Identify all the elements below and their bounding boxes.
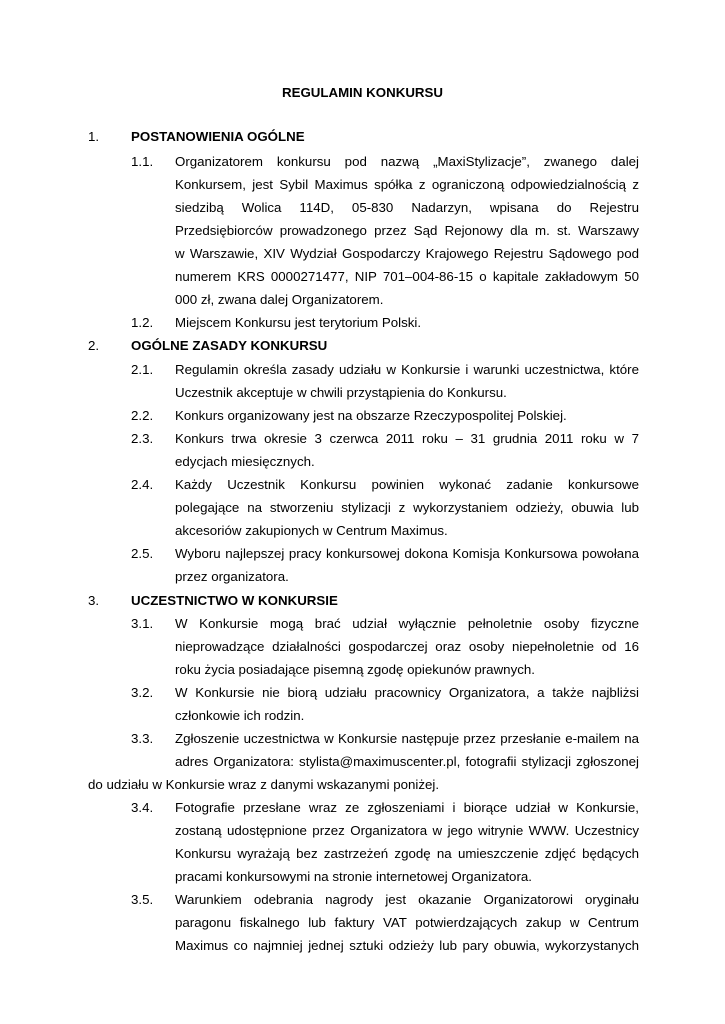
text-line: nieprowadzące działalności gospodarczej oraz osoby niepełnoletnie od 16	[175, 639, 639, 654]
item-text	[175, 358, 639, 404]
text-line: Konkursem, jest Sybil Maximus spółka z ograniczoną odpowiedzialnością z	[175, 177, 639, 192]
text-line: przez organizatora.	[175, 569, 289, 584]
text-line: Konkursu wyrażają bez zastrzeżeń zgodę na umieszczenie zdjęć będących	[175, 846, 639, 861]
item-text	[175, 681, 639, 727]
text-line: edycjach miesięcznych.	[175, 454, 315, 469]
item-text	[175, 542, 639, 588]
text-line: Każdy Uczestnik Konkursu powinien wykonać zadanie konkursowe	[175, 477, 639, 492]
item-number: 3.4.	[131, 800, 154, 815]
section-title: POSTANOWIENIA OGÓLNE	[131, 129, 305, 144]
text-line: Przedsiębiorców prowadzonego przez Sąd Rejonowy dla m. st. Warszawy	[175, 223, 639, 238]
text-line: W Konkursie nie biorą udziału pracownicy Organizatora, a także najbliżsi	[175, 685, 639, 700]
item-text	[175, 311, 639, 334]
text-line: Regulamin określa zasady udziału w Konkursie i warunki uczestnictwa, które	[175, 362, 639, 377]
section-title: UCZESTNICTWO W KONKURSIE	[131, 593, 338, 608]
item-text	[175, 727, 639, 773]
item-number: 3.2.	[131, 685, 154, 700]
text-line: siedzibą Wolica 114D, 05-830 Nadarzyn, wpisana do Rejestru	[175, 200, 639, 215]
item-number: 2.3.	[131, 431, 154, 446]
text-line: adres Organizatora: stylista@maximuscenter.pl, fotografii stylizacji zgłoszonej	[175, 754, 639, 769]
section-title: OGÓLNE ZASADY KONKURSU	[131, 338, 328, 353]
text-line: W Konkursie mogą brać udział wyłącznie pełnoletnie osoby fizyczne	[175, 616, 639, 631]
text-line: Maximus co najmniej jednej sztuki odzieży lub pary obuwia, wykorzystanych	[175, 938, 639, 953]
text-line: członkowie ich rodzin.	[175, 708, 305, 723]
text-line: polegające na stworzeniu stylizacji z wykorzystaniem odzieży, obuwia lub	[175, 500, 639, 515]
section-number: 2.	[88, 338, 100, 353]
item-number: 1.2.	[131, 315, 154, 330]
text-line-continuation: do udziału w Konkursie wraz z danymi wskazanymi poniżej.	[88, 777, 440, 792]
item-number: 3.1.	[131, 616, 154, 631]
item-number: 2.5.	[131, 546, 154, 561]
text-line: roku życia posiadające pisemną zgodę opiekunów prawnych.	[175, 662, 535, 677]
text-line: w Warszawie, XIV Wydział Gospodarczy Krajowego Rejestru Sądowego pod	[175, 246, 639, 261]
text-line: pracami konkursowymi na stronie internetowej Organizatora.	[175, 869, 532, 884]
item-number: 3.3.	[131, 731, 154, 746]
item-number: 2.2.	[131, 408, 154, 423]
section-number: 1.	[88, 129, 100, 144]
text-line: numerem KRS 0000271477, NIP 701–004-86-15 o kapitale zakładowym 50	[175, 269, 639, 284]
item-text	[175, 404, 639, 427]
text-line: Wyboru najlepszej pracy konkursowej dokona Komisja Konkursowa powołana	[175, 546, 639, 561]
section-number: 3.	[88, 593, 100, 608]
item-text	[175, 796, 639, 888]
item-text	[175, 612, 639, 681]
item-text	[175, 888, 639, 957]
item-number: 3.5.	[131, 892, 154, 907]
text-line: Miejscem Konkursu jest terytorium Polski.	[175, 315, 422, 330]
item-text	[175, 427, 639, 473]
text-line: Uczestnik akceptuje w chwili przystąpienia do Konkursu.	[175, 385, 507, 400]
text-line: 000 zł, zwana dalej Organizatorem.	[175, 292, 384, 307]
text-line: akcesoriów zakupionych w Centrum Maximus.	[175, 523, 448, 538]
document-title: REGULAMIN KONKURSU	[281, 85, 444, 100]
text-line: Fotografie przesłane wraz ze zgłoszeniami i biorące udział w Konkursie,	[175, 800, 639, 815]
item-number: 2.4.	[131, 477, 154, 492]
text-line: Konkurs trwa okresie 3 czerwca 2011 roku – 31 grudnia 2011 roku w 7	[175, 431, 639, 446]
text-line: zostaną udostępnione przez Organizatora w jego witrynie WWW. Uczestnicy	[175, 823, 639, 838]
item-number: 1.1.	[131, 154, 154, 169]
item-text	[175, 473, 639, 542]
item-text	[175, 150, 639, 311]
text-line: Zgłoszenie uczestnictwa w Konkursie następuje przez przesłanie e-mailem na	[175, 731, 639, 746]
text-line: Konkurs organizowany jest na obszarze Rzeczypospolitej Polskiej.	[175, 408, 567, 423]
item-number: 2.1.	[131, 362, 154, 377]
text-line: Warunkiem odebrania nagrody jest okazanie Organizatorowi oryginału	[175, 892, 639, 907]
text-line: paragonu fiskalnego lub faktury VAT potwierdzających zakup w Centrum	[175, 915, 639, 930]
text-line: Organizatorem konkursu pod nazwą „MaxiStylizacje”, zwanego dalej	[175, 154, 639, 169]
